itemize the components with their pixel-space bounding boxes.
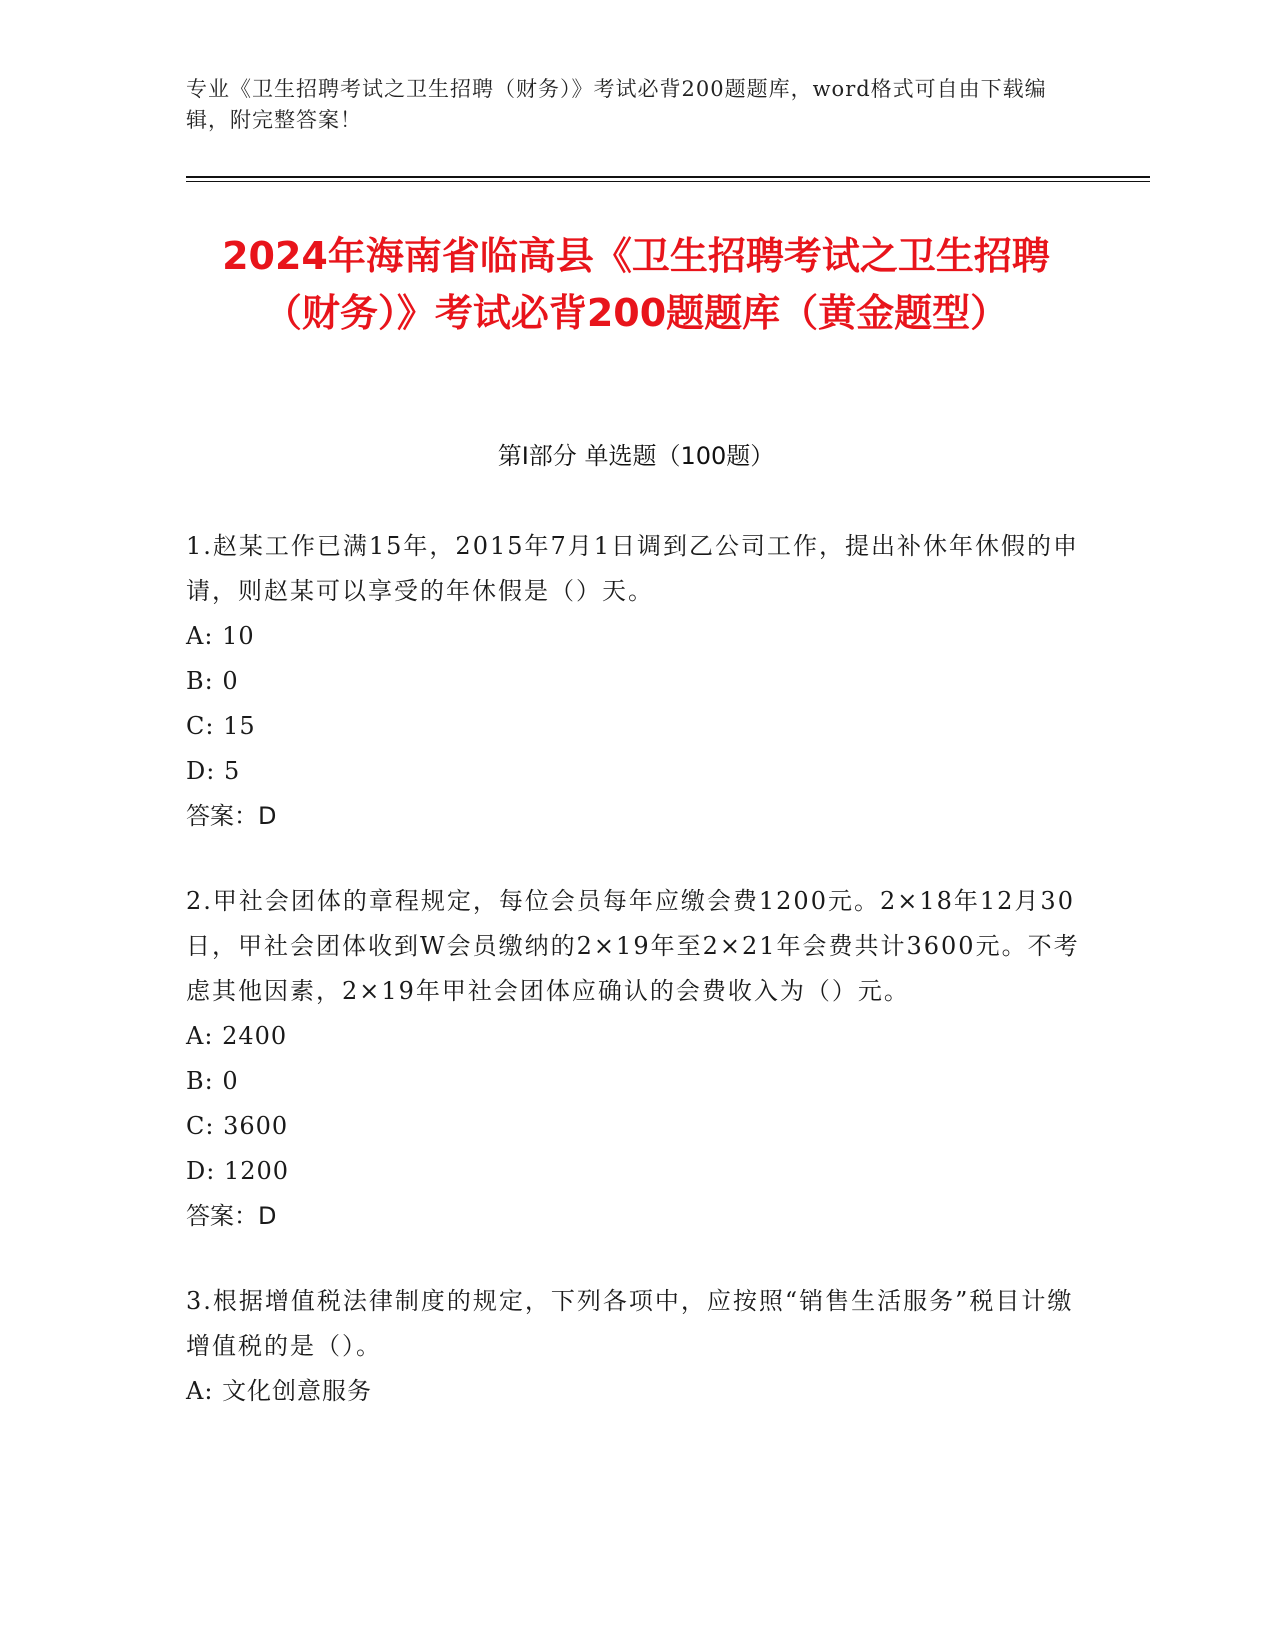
option-text: 15 (223, 712, 256, 740)
option-text: 3600 (223, 1112, 289, 1140)
question-3 (186, 1279, 1086, 1414)
document-title: 2024年海南省临高县《卫生招聘考试之卫生招聘（财务）》考试必背200题题库（黄金题型） (222, 234, 1050, 335)
option-letter: B: (186, 667, 214, 695)
option-letter: C: (186, 1112, 215, 1140)
option-letter: B: (186, 1067, 214, 1095)
header-rule-thick (186, 176, 1150, 178)
answer-line: 答案：D (186, 1202, 277, 1230)
option-a (186, 614, 1086, 659)
option-a (186, 1014, 1086, 1059)
option-letter: A: (186, 622, 214, 650)
question-stem: 1.赵某工作已满15年，2015年7月1日调到乙公司工作，提出补休年休假的申请，则赵某可以享受的年休假是（）天。 (186, 532, 1080, 605)
question-list (186, 524, 1086, 1454)
option-c (186, 1104, 1086, 1149)
header-note: 专业《卫生招聘考试之卫生招聘（财务）》考试必背200题题库，word格式可自由下载编辑，附完整答案！ (186, 77, 1047, 132)
question-stem: 2.甲社会团体的章程规定，每位会员每年应缴会费1200元。2×18年12月30日，甲社会团体收到W会员缴纳的2×19年至2×21年会费共计3600元。不考虑其他因素，2×19年甲社会团体应确认的会费收入为（）元。 (186, 887, 1080, 1005)
question-stem: 3.根据增值税法律制度的规定，下列各项中，应按照“销售生活服务”税目计缴增值税的是（）。 (186, 1287, 1074, 1360)
option-b (186, 1059, 1086, 1104)
section-title: 第I部分 单选题（100题） (497, 442, 775, 470)
option-b (186, 659, 1086, 704)
option-text: 1200 (223, 1157, 290, 1185)
option-letter: A: (186, 1377, 214, 1405)
option-text: 10 (222, 622, 255, 650)
question-1 (186, 524, 1086, 839)
option-letter: D: (186, 1157, 216, 1185)
option-text: 0 (222, 1067, 239, 1095)
option-text: 文化创意服务 (222, 1377, 373, 1405)
question-2 (186, 879, 1086, 1239)
option-letter: A: (186, 1022, 214, 1050)
option-c (186, 704, 1086, 749)
option-d (186, 749, 1086, 794)
option-text: 2400 (222, 1022, 288, 1050)
option-letter: C: (186, 712, 215, 740)
option-letter: D: (186, 757, 216, 785)
option-text: 0 (222, 667, 239, 695)
option-text: 5 (223, 757, 241, 785)
header-rule-thin (186, 181, 1150, 182)
answer-line: 答案：D (186, 802, 277, 830)
option-d (186, 1149, 1086, 1194)
option-a (186, 1369, 1086, 1414)
